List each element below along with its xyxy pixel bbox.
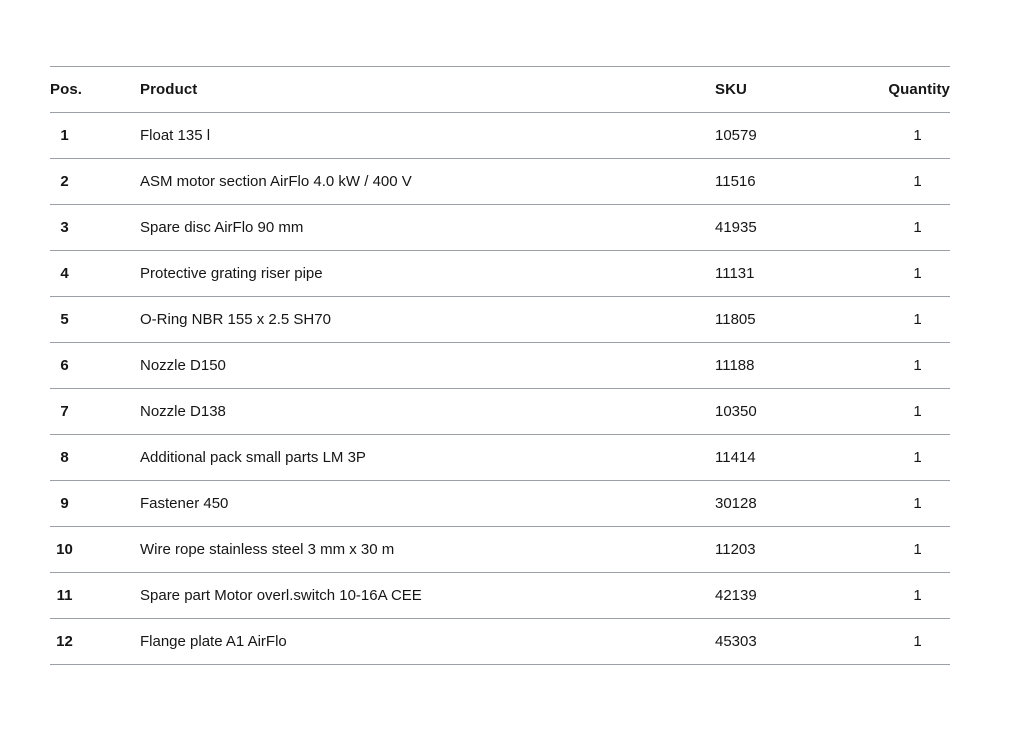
pos-number: 4	[60, 265, 69, 282]
col-header-pos: Pos.	[50, 81, 83, 98]
quantity-cell: 1	[913, 541, 922, 558]
sku-cell: 11203	[715, 541, 756, 558]
col-header-quantity: Quantity	[888, 81, 950, 98]
product-cell: Wire rope stainless steel 3 mm x 30 m	[140, 541, 395, 558]
pos-number: 9	[60, 495, 69, 512]
col-header-product: Product	[140, 81, 198, 98]
pos-cell	[50, 205, 140, 251]
sku-cell: 11188	[715, 357, 755, 374]
pos-number: 6	[60, 357, 69, 374]
pos-number: 8	[60, 449, 69, 466]
table-row	[50, 573, 950, 619]
sku-cell: 30128	[715, 495, 757, 512]
table-row	[50, 527, 950, 573]
pos-number: 11	[56, 587, 73, 604]
product-cell: Protective grating riser pipe	[140, 265, 323, 282]
pos-cell	[50, 573, 140, 619]
parts-list	[50, 66, 950, 665]
parts-table	[50, 66, 950, 665]
pos-number: 12	[56, 633, 73, 650]
pos-cell	[50, 527, 140, 573]
quantity-cell: 1	[913, 495, 922, 512]
pos-cell	[50, 389, 140, 435]
quantity-cell: 1	[913, 587, 922, 604]
sku-cell: 11131	[715, 265, 755, 282]
table-row	[50, 205, 950, 251]
table-row	[50, 389, 950, 435]
quantity-cell: 1	[913, 357, 922, 374]
sku-cell: 42139	[715, 587, 757, 604]
pos-cell	[50, 251, 140, 297]
quantity-cell: 1	[913, 311, 922, 328]
pos-cell	[50, 159, 140, 205]
pos-cell	[50, 619, 140, 665]
table-row	[50, 113, 950, 159]
product-cell: Flange plate A1 AirFlo	[140, 633, 287, 650]
table-row	[50, 343, 950, 389]
table-row	[50, 251, 950, 297]
quantity-cell: 1	[913, 449, 922, 466]
product-cell: Nozzle D138	[140, 403, 226, 420]
pos-number: 5	[60, 311, 69, 328]
sku-cell: 11516	[715, 173, 756, 190]
pos-cell	[50, 113, 140, 159]
quantity-cell: 1	[913, 633, 922, 650]
product-cell: O-Ring NBR 155 x 2.5 SH70	[140, 311, 331, 328]
table-row	[50, 481, 950, 527]
sku-cell: 41935	[715, 219, 757, 236]
quantity-cell: 1	[913, 265, 922, 282]
quantity-cell: 1	[913, 127, 922, 144]
sku-cell: 11414	[715, 449, 756, 466]
product-cell: ASM motor section AirFlo 4.0 kW / 400 V	[140, 173, 412, 190]
table-row	[50, 159, 950, 205]
product-cell: Spare part Motor overl.switch 10-16A CEE	[140, 587, 422, 604]
sku-cell: 45303	[715, 633, 757, 650]
quantity-cell: 1	[913, 219, 922, 236]
pos-number: 7	[60, 403, 69, 420]
table-row	[50, 297, 950, 343]
pos-cell	[50, 435, 140, 481]
pos-number: 10	[56, 541, 73, 558]
sku-cell: 10579	[715, 127, 757, 144]
product-cell: Float 135 l	[140, 127, 211, 144]
col-header-sku: SKU	[715, 81, 747, 98]
product-cell: Nozzle D150	[140, 357, 226, 374]
pos-number: 1	[60, 127, 69, 144]
pos-number: 3	[60, 219, 69, 236]
product-cell: Spare disc AirFlo 90 mm	[140, 219, 304, 236]
quantity-cell: 1	[913, 403, 922, 420]
pos-cell	[50, 297, 140, 343]
product-cell: Additional pack small parts LM 3P	[140, 449, 366, 466]
pos-cell	[50, 343, 140, 389]
sku-cell: 10350	[715, 403, 757, 420]
product-cell: Fastener 450	[140, 495, 229, 512]
quantity-cell: 1	[913, 173, 922, 190]
header-row	[50, 67, 950, 113]
table-row	[50, 435, 950, 481]
pos-cell	[50, 481, 140, 527]
sku-cell: 11805	[715, 311, 756, 328]
pos-number: 2	[60, 173, 69, 190]
table-row	[50, 619, 950, 665]
